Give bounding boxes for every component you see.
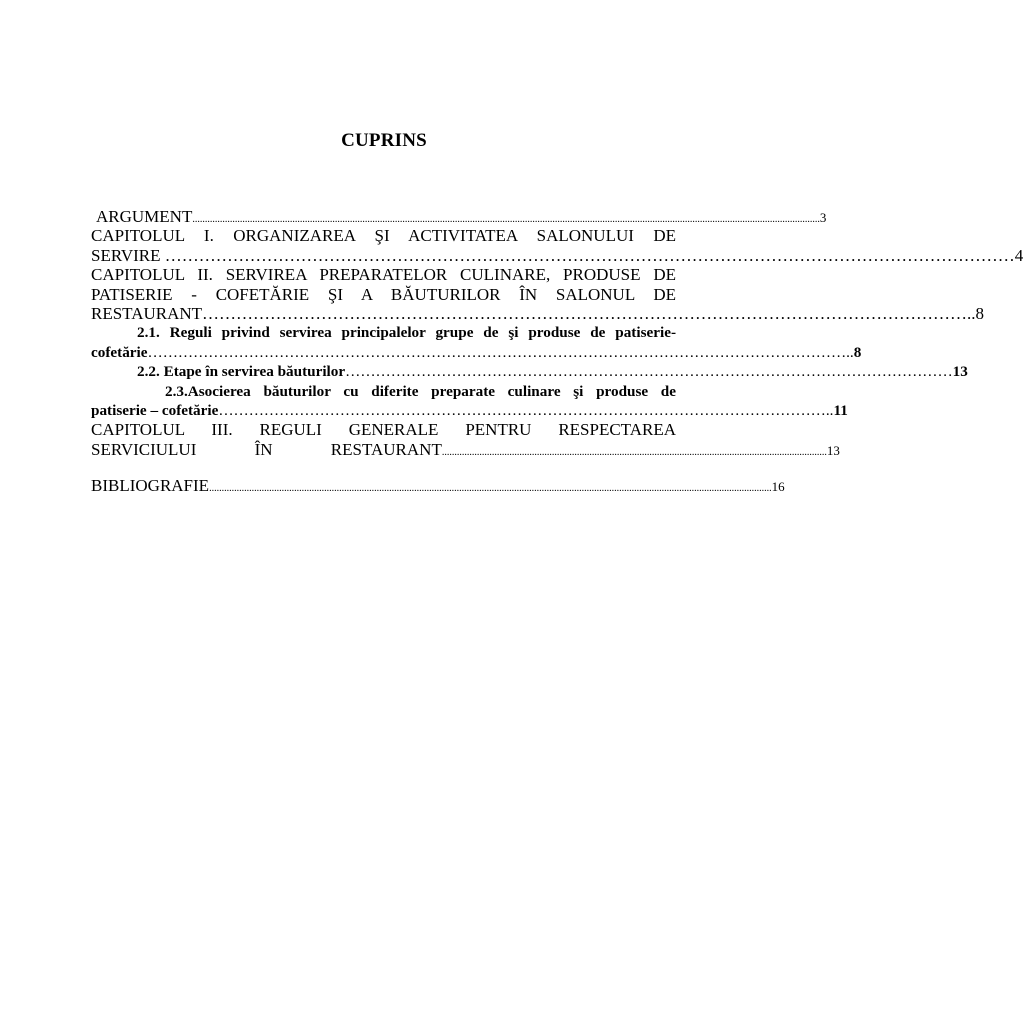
toc-entry-page: 4	[1014, 245, 1023, 265]
dot-leader: …………………………………………………………………………………………………………………………..	[147, 343, 854, 361]
toc-entry-sec23-line1[interactable]: 2.3.Asocierea băuturilor cu diferite preparate culinare şi produse de	[165, 382, 676, 400]
toc-entry-page: 11	[833, 401, 848, 419]
toc-entry-sec21-line2[interactable]	[91, 343, 862, 362]
toc-entry-sec22[interactable]	[91, 362, 968, 381]
toc-entry-page: 13	[952, 363, 968, 381]
page-title: CUPRINS	[341, 130, 427, 151]
toc-entry-cap3-line1[interactable]: CAPITOLUL III. REGULI GENERALE PENTRU RESPECTAREA	[91, 420, 676, 440]
toc-entry-page: 3	[819, 210, 827, 225]
toc-entry-cap1-line2[interactable]	[91, 245, 1023, 265]
toc-entry-page: 8	[853, 343, 862, 361]
dot-leader: …………………………………………………………………………………………………………	[345, 363, 953, 381]
toc-entry-label: cofetărie	[91, 343, 148, 361]
dot-leader: …………………………………………………………………………………………………………..	[218, 401, 834, 419]
toc-entry-label: 2.2. Etape în servirea băuturilor	[137, 363, 346, 381]
toc-entry-cap2-line3[interactable]	[91, 303, 985, 323]
dot-leader: ...........................................................................................................................................................................................................................................................	[192, 214, 820, 225]
dot-leader: ……………………………………………………………………………………………………………………………………	[160, 245, 1015, 265]
toc-entry-bibliografie[interactable]	[91, 476, 785, 496]
toc-entry-label: SERVIRE	[91, 245, 161, 265]
toc-entry-sec23-line2[interactable]	[91, 401, 848, 420]
toc-entry-cap2-line1[interactable]: CAPITOLUL II. SERVIREA PREPARATELOR CULINARE, PRODUSE DE	[91, 265, 676, 285]
table-of-contents	[91, 207, 1023, 496]
toc-entry-cap3-line2[interactable]	[91, 439, 840, 459]
toc-entry-page: 13	[826, 442, 840, 458]
toc-entry-label: SERVICIULUI ÎN RESTAURANT	[91, 439, 442, 459]
toc-entry-cap1-line1[interactable]: CAPITOLUL I. ORGANIZAREA ŞI ACTIVITATEA SALONULUI DE	[91, 226, 676, 246]
toc-entry-label: ARGUMENT	[96, 207, 193, 226]
toc-entry-page: 16	[771, 479, 785, 495]
toc-entry-page: 8	[975, 303, 985, 323]
toc-entry-label: RESTAURANT	[91, 303, 203, 323]
toc-entry-label: patiserie – cofetărie	[91, 401, 219, 419]
toc-entry-argument[interactable]	[91, 207, 827, 226]
dot-leader: ..........................................................................................................................................................	[441, 446, 827, 458]
dot-leader: ………………………………………………………………………………………………………………………..	[202, 303, 976, 323]
toc-entry-cap2-line2[interactable]: PATISERIE - COFETĂRIE ŞI A BĂUTURILOR ÎN SALONUL DE	[91, 284, 676, 304]
dot-leader: .................................................................................................................................................................................................................................	[209, 483, 772, 495]
toc-entry-sec21-line1[interactable]: 2.1. Reguli privind servirea principalelor grupe de şi produse de patiserie-	[137, 324, 676, 342]
toc-entry-label: BIBLIOGRAFIE	[91, 476, 210, 496]
